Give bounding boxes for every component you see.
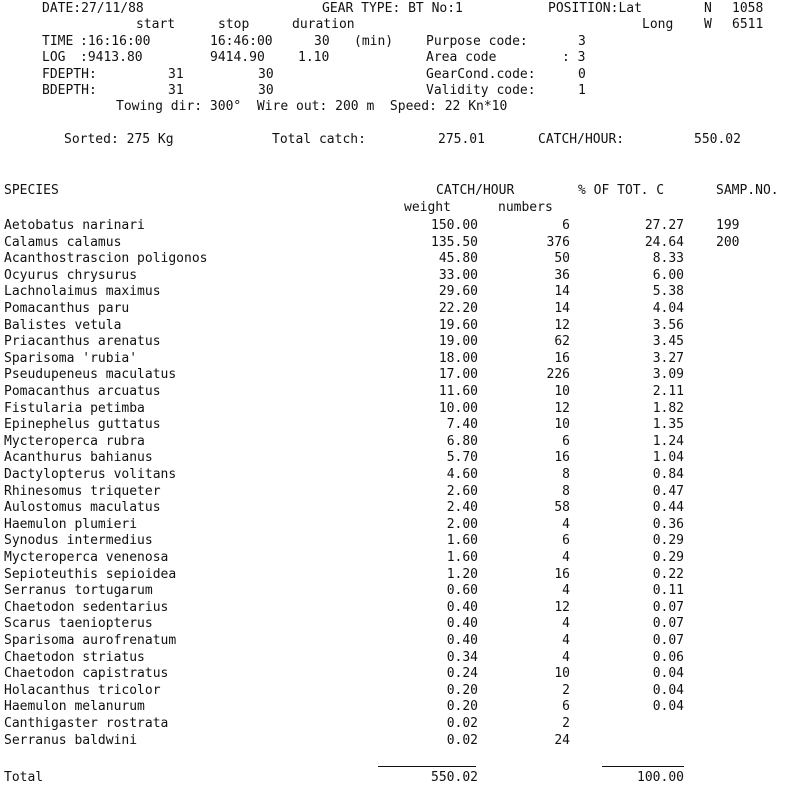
fdepth-stop: 30	[258, 67, 274, 82]
gearcond-code-label: GearCond.code:	[426, 67, 536, 82]
species-numbers: 10	[554, 666, 570, 681]
species-weight: 0.02	[446, 716, 478, 731]
gear-type: GEAR TYPE: BT No:1	[322, 1, 463, 16]
bdepth-stop: 30	[258, 83, 274, 98]
species-percent: 0.06	[652, 650, 684, 665]
species-numbers: 10	[554, 417, 570, 432]
species-numbers: 50	[554, 251, 570, 266]
species-weight: 45.80	[438, 251, 478, 266]
species-percent: 0.22	[652, 567, 684, 582]
species-name: Canthigaster rostrata	[4, 716, 169, 731]
species-percent: 1.82	[652, 401, 684, 416]
area-code-value: : 3	[562, 50, 586, 65]
species-numbers: 6	[562, 434, 570, 449]
species-weight: 19.60	[438, 318, 478, 333]
species-name: Rhinesomus triqueter	[4, 484, 161, 499]
species-weight: 1.60	[446, 533, 478, 548]
species-percent: 0.07	[652, 616, 684, 631]
species-weight: 5.70	[446, 450, 478, 465]
purpose-code-value: 3	[578, 34, 586, 49]
species-numbers: 14	[554, 284, 570, 299]
species-weight: 0.34	[446, 650, 478, 665]
species-percent: 0.11	[652, 583, 684, 598]
species-weight: 22.20	[438, 301, 478, 316]
species-percent: 3.56	[652, 318, 684, 333]
species-weight: 0.40	[446, 600, 478, 615]
species-percent: 1.35	[652, 417, 684, 432]
species-numbers: 4	[562, 633, 570, 648]
species-weight: 0.24	[446, 666, 478, 681]
species-name: Chaetodon capistratus	[4, 666, 169, 681]
numbers-subheader: numbers	[498, 200, 553, 215]
species-numbers: 16	[554, 351, 570, 366]
species-percent: 2.11	[652, 384, 684, 399]
species-name: Haemulon plumieri	[4, 517, 138, 532]
species-weight: 19.00	[438, 334, 478, 349]
log-duration: 1.10	[298, 50, 330, 65]
species-sample-number: 200	[716, 235, 740, 250]
species-name: Synodus intermedius	[4, 533, 153, 548]
sorted-weight: Sorted: 275 Kg	[64, 132, 174, 147]
catch-hour-label: CATCH/HOUR:	[538, 132, 625, 147]
species-percent: 24.64	[644, 235, 684, 250]
species-percent: 0.44	[652, 500, 684, 515]
species-weight: 4.60	[446, 467, 478, 482]
species-weight: 7.40	[446, 417, 478, 432]
weight-subheader: weight	[404, 200, 451, 215]
species-numbers: 58	[554, 500, 570, 515]
species-weight: 2.00	[446, 517, 478, 532]
species-numbers: 4	[562, 650, 570, 665]
species-weight: 29.60	[438, 284, 478, 299]
species-name: Priacanthus arenatus	[4, 334, 161, 349]
species-weight: 1.20	[446, 567, 478, 582]
species-numbers: 4	[562, 616, 570, 631]
species-weight: 1.60	[446, 550, 478, 565]
species-weight: 0.60	[446, 583, 478, 598]
species-percent: 0.07	[652, 600, 684, 615]
species-numbers: 12	[554, 600, 570, 615]
species-weight: 33.00	[438, 268, 478, 283]
species-percent: 1.04	[652, 450, 684, 465]
species-percent: 0.36	[652, 517, 684, 532]
species-percent: 0.07	[652, 633, 684, 648]
species-numbers: 14	[554, 301, 570, 316]
col-stop-label: stop	[218, 17, 250, 32]
species-numbers: 10	[554, 384, 570, 399]
species-name: Serranus tortugarum	[4, 583, 153, 598]
species-percent: 27.27	[644, 218, 684, 233]
species-name: Dactylopterus volitans	[4, 467, 177, 482]
species-weight: 17.00	[438, 367, 478, 382]
species-weight: 0.20	[446, 683, 478, 698]
species-weight: 2.40	[446, 500, 478, 515]
total-catch-value: 275.01	[438, 132, 485, 147]
validity-code-label: Validity code:	[426, 83, 536, 98]
species-name: Pomacanthus paru	[4, 301, 130, 316]
species-name: Ocyurus chrysurus	[4, 268, 138, 283]
species-name: Calamus calamus	[4, 235, 122, 250]
species-numbers: 12	[554, 318, 570, 333]
species-numbers: 2	[562, 683, 570, 698]
species-numbers: 12	[554, 401, 570, 416]
long-label: Long	[642, 17, 674, 32]
species-weight: 0.40	[446, 633, 478, 648]
species-percent: 5.38	[652, 284, 684, 299]
species-name: Serranus baldwini	[4, 733, 138, 748]
species-numbers: 6	[562, 218, 570, 233]
log-start: :9413.80	[80, 50, 143, 65]
species-weight: 18.00	[438, 351, 478, 366]
species-percent: 0.47	[652, 484, 684, 499]
species-name: Epinephelus guttatus	[4, 417, 161, 432]
species-name: Sparisoma aurofrenatum	[4, 633, 177, 648]
species-numbers: 6	[562, 699, 570, 714]
species-name: Chaetodon sedentarius	[4, 600, 169, 615]
species-percent: 0.29	[652, 533, 684, 548]
time-stop: 16:46:00	[210, 34, 273, 49]
species-name: Sepioteuthis sepioidea	[4, 567, 177, 582]
species-numbers: 24	[554, 733, 570, 748]
purpose-code-label: Purpose code:	[426, 34, 528, 49]
species-percent: 1.24	[652, 434, 684, 449]
species-percent: 0.04	[652, 699, 684, 714]
weight-total-rule	[378, 766, 476, 767]
species-weight: 2.60	[446, 484, 478, 499]
catch-hour-value: 550.02	[694, 132, 741, 147]
species-numbers: 376	[546, 235, 570, 250]
species-numbers: 16	[554, 567, 570, 582]
time-start: :16:16:00	[80, 34, 151, 49]
species-percent: 3.09	[652, 367, 684, 382]
species-numbers: 226	[546, 367, 570, 382]
species-name: Aetobatus narinari	[4, 218, 145, 233]
species-percent: 3.27	[652, 351, 684, 366]
total-weight: 550.02	[431, 770, 478, 785]
total-catch-label: Total catch:	[272, 132, 366, 147]
species-numbers: 36	[554, 268, 570, 283]
log-stop: 9414.90	[210, 50, 265, 65]
species-numbers: 4	[562, 550, 570, 565]
catch-hour-column-header: CATCH/HOUR	[436, 183, 515, 198]
fdepth-start: 31	[168, 67, 184, 82]
species-name: Mycteroperca rubra	[4, 434, 145, 449]
species-numbers: 6	[562, 533, 570, 548]
species-name: Aulostomus maculatus	[4, 500, 161, 515]
species-weight: 0.02	[446, 733, 478, 748]
date-label: DATE:27/11/88	[42, 1, 144, 16]
species-name: Fistularia petimba	[4, 401, 145, 416]
species-name: Balistes vetula	[4, 318, 122, 333]
fdepth-label: FDEPTH:	[42, 67, 97, 82]
sample-number-column-header: SAMP.NO.	[716, 183, 779, 198]
species-weight: 10.00	[438, 401, 478, 416]
species-numbers: 8	[562, 467, 570, 482]
species-name: Holacanthus tricolor	[4, 683, 161, 698]
species-percent: 0.29	[652, 550, 684, 565]
species-weight: 150.00	[431, 218, 478, 233]
species-weight: 6.80	[446, 434, 478, 449]
species-weight: 11.60	[438, 384, 478, 399]
species-name: Lachnolaimus maximus	[4, 284, 161, 299]
time-unit: (min)	[354, 34, 394, 49]
species-numbers: 62	[554, 334, 570, 349]
species-percent: 3.45	[652, 334, 684, 349]
col-start-label: start	[136, 17, 176, 32]
species-name: Acanthostrascion poligonos	[4, 251, 208, 266]
species-name: Pomacanthus arcuatus	[4, 384, 161, 399]
species-name: Mycteroperca venenosa	[4, 550, 169, 565]
species-percent: 8.33	[652, 251, 684, 266]
gearcond-code-value: 0	[578, 67, 586, 82]
species-numbers: 4	[562, 517, 570, 532]
species-name: Chaetodon striatus	[4, 650, 145, 665]
percent-total-rule	[602, 766, 684, 767]
validity-code-value: 1	[578, 83, 586, 98]
percent-total-column-header: % OF TOT. C	[578, 183, 665, 198]
species-sample-number: 199	[716, 218, 740, 233]
species-weight: 0.20	[446, 699, 478, 714]
total-label: Total	[4, 770, 44, 785]
species-numbers: 8	[562, 484, 570, 499]
long-value: 6511	[732, 17, 764, 32]
species-percent: 4.04	[652, 301, 684, 316]
area-code-label: Area code	[426, 50, 497, 65]
lat-value: 1058	[732, 1, 764, 16]
bdepth-label: BDEPTH:	[42, 83, 97, 98]
species-numbers: 4	[562, 583, 570, 598]
species-column-header: SPECIES	[4, 183, 59, 198]
total-percent: 100.00	[637, 770, 684, 785]
log-label: LOG	[42, 50, 66, 65]
bdepth-start: 31	[168, 83, 184, 98]
species-name: Scarus taeniopterus	[4, 616, 153, 631]
species-name: Sparisoma 'rubia'	[4, 351, 138, 366]
species-weight: 0.40	[446, 616, 478, 631]
species-weight: 135.50	[431, 235, 478, 250]
col-duration-label: duration	[292, 17, 355, 32]
long-direction: W	[704, 17, 712, 32]
position-label: POSITION:Lat	[548, 1, 642, 16]
species-percent: 0.84	[652, 467, 684, 482]
species-percent: 0.04	[652, 666, 684, 681]
towing-line: Towing dir: 300° Wire out: 200 m Speed: 22 Kn*10	[116, 99, 508, 114]
species-numbers: 2	[562, 716, 570, 731]
time-label: TIME	[42, 34, 74, 49]
species-percent: 6.00	[652, 268, 684, 283]
species-name: Haemulon melanurum	[4, 699, 145, 714]
time-duration: 30	[314, 34, 330, 49]
lat-direction: N	[704, 1, 712, 16]
species-percent: 0.04	[652, 683, 684, 698]
species-numbers: 16	[554, 450, 570, 465]
species-name: Acanthurus bahianus	[4, 450, 153, 465]
species-name: Pseudupeneus maculatus	[4, 367, 177, 382]
